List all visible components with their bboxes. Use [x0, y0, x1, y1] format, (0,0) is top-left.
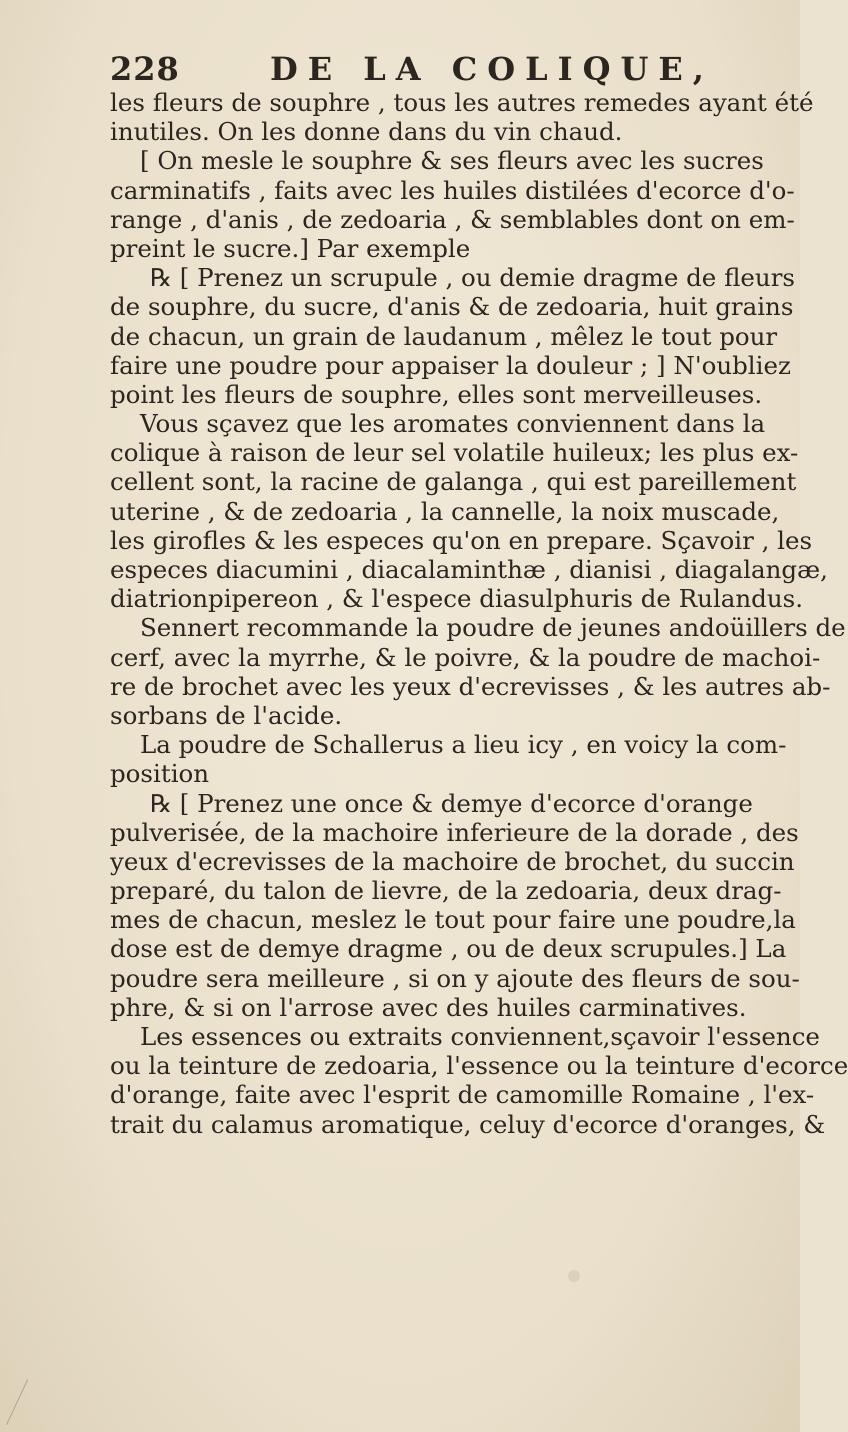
- text-line: pulverisée, de la machoire inferieure de la dorade , des: [110, 817, 799, 847]
- text-line: uterine , & de zedoaria , la cannelle, la noix muscade,: [110, 496, 780, 526]
- text-line: La poudre de Schallerus a lieu icy , en voicy la com-: [140, 730, 787, 760]
- text-line: de souphre, du sucre, d'anis & de zedoaria, huit grains: [110, 292, 794, 322]
- text-line: Sennert recommande la poudre de jeunes andoüillers de: [140, 613, 846, 643]
- text-line: re de brochet avec les yeux d'ecrevisses , & les autres ab-: [110, 671, 831, 701]
- text-line: dose est de demye dragme , ou de deux scrupules.] La: [110, 934, 787, 964]
- text-line: ℞ [ Prenez une once & demye d'ecorce d'orange: [150, 788, 753, 818]
- text-line: diatrionpipereon , & l'espece diasulphuris de Rulandus.: [110, 584, 803, 614]
- text-line: mes de chacun, meslez le tout pour faire une poudre,la: [110, 905, 796, 935]
- body-text: [110, 88, 848, 1139]
- page-header: [110, 50, 770, 90]
- text-line: [ On mesle le souphre & ses fleurs avec les sucres: [140, 146, 764, 176]
- text-line: cellent sont, la racine de galanga , qui est pareillement: [110, 467, 797, 497]
- text-line: Vous sçavez que les aromates conviennent dans la: [140, 409, 766, 439]
- text-line: yeux d'ecrevisses de la machoire de brochet, du succin: [110, 846, 795, 876]
- text-line: phre, & si on l'arrose avec des huiles carminatives.: [110, 992, 747, 1022]
- text-line: les fleurs de souphre , tous les autres remedes ayant été: [110, 88, 814, 117]
- paper-smudge: [568, 1270, 580, 1282]
- text-line: sorbans de l'acide.: [110, 700, 343, 730]
- text-line: especes diacumini , diacalaminthæ , dianisi , diagalangæ,: [110, 555, 828, 584]
- paper-crease-mark: [6, 1379, 41, 1431]
- text-line: Les essences ou extraits conviennent,sçavoir l'essence: [140, 1022, 820, 1051]
- text-line: preparé, du talon de lievre, de la zedoaria, deux drag-: [110, 876, 782, 906]
- text-line: ℞ [ Prenez un scrupule , ou demie dragme de fleurs: [150, 263, 795, 293]
- text-line: faire une poudre pour appaiser la douleur ; ] N'oubliez: [110, 350, 791, 380]
- text-line: les girofles & les especes qu'on en prepare. Sçavoir , les: [110, 525, 813, 555]
- text-line: ou la teinture de zedoaria, l'essence ou la teinture d'ecorce: [110, 1051, 848, 1081]
- text-line: point les fleurs de souphre, elles sont merveilleuses.: [110, 379, 763, 409]
- text-line: inutiles. On les donne dans du vin chaud.: [110, 117, 623, 147]
- text-line: d'orange, faite avec l'esprit de camomille Romaine , l'ex-: [110, 1080, 815, 1110]
- text-line: trait du calamus aromatique, celuy d'ecorce d'oranges, &: [110, 1109, 826, 1139]
- text-line: preint le sucre.] Par exemple: [110, 233, 471, 263]
- text-line: de chacun, un grain de laudanum , mêlez le tout pour: [110, 321, 778, 351]
- text-line: range , d'anis , de zedoaria , & semblables dont on em-: [110, 204, 795, 234]
- text-line: carminatifs , faits avec les huiles distilées d'ecorce d'o-: [110, 175, 795, 205]
- text-line: poudre sera meilleure , si on y ajoute des fleurs de sou-: [110, 963, 800, 993]
- page-number: 228: [110, 50, 180, 88]
- text-line: position: [110, 759, 210, 789]
- text-line: cerf, avec la myrrhe, & le poivre, & la poudre de machoi-: [110, 642, 821, 672]
- running-title: DE LA COLIQUE,: [270, 50, 714, 88]
- text-line: colique à raison de leur sel volatile huileux; les plus ex-: [110, 438, 799, 468]
